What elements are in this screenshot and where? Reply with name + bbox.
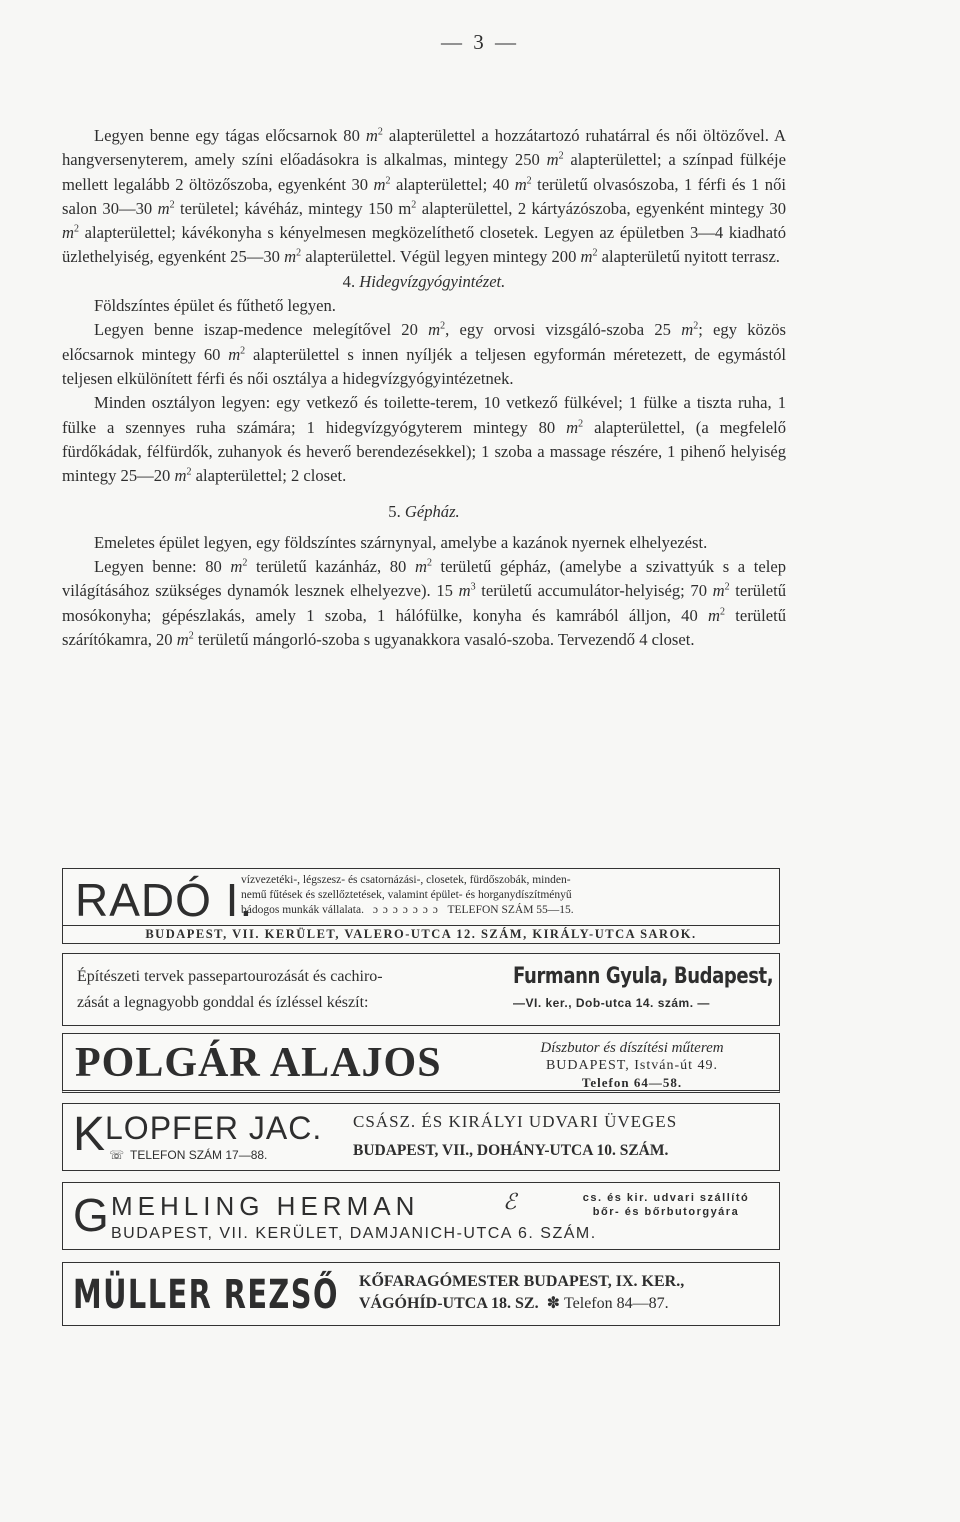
paragraph-4: Minden osztályon legyen: egy vetkező és toilette-terem, 10 vetkező fülkével; 1 fülke a tiszta ruha, 1 fülke a szennyes ruha számára; 1 hidegvízgyógyterem mintegy 80 $m^2$ alapterülettel, (a megfelelő fürdőkádak, félfürdők, zuhanyok és heverő berendezésekkel); 1 szoba a massage részére, 1 pihenő helyiség mintegy 25—20 $m^2$ alapterülettel; 2 closet. <box>62 393 786 486</box>
paragraph-5: Emeletes épület legyen, egy földszíntes szárnynyal, amelybe a kazánok nyernek elhelyezést. <box>94 532 708 552</box>
ornament-icon: ✽ <box>546 1295 560 1312</box>
ad-furmann-text: Építészeti tervek passepartourozását és cachiro- zását a legnagyobb gonddal és ízléssel készít: <box>77 968 383 1011</box>
paragraph-3: Legyen benne iszap-medence melegítővel 20 $m^2$, egy orvosi vizsgáló-szoba 25 $m^2$; egy közös előcsarnok mintegy 60 $m^2$ alapterülettel s innen nyíljék a teljesen egyformán méretezett, de egymástól teljesen elkülönített férfi és női osztálya a hidegvízgyógyintézetnek. <box>62 320 786 388</box>
ad-rado-address: BUDAPEST, VII. KERÜLET, VALERO-UTCA 12. SZÁM, KIRÁLY-UTCA SAROK. <box>63 925 779 943</box>
ad-muller-info: KŐFARAGÓMESTER BUDAPEST, IX. KER., VÁGÓHÍD-UTCA 18. SZ. ✽ Telefon 84—87. <box>359 1273 685 1312</box>
ad-klopfer-address: BUDAPEST, VII., DOHÁNY-UTCA 10. SZÁM. <box>353 1142 669 1159</box>
ad-klopfer-name: LOPFER JAC. <box>105 1110 323 1146</box>
ad-klopfer-phone: ☏ TELEFON SZÁM 17—88. <box>109 1148 268 1162</box>
ad-furmann <box>62 953 780 1026</box>
telephone-icon: ☏ <box>109 1148 125 1162</box>
ad-polgar-name: POLGÁR ALAJOS <box>75 1040 442 1086</box>
ad-muller <box>62 1262 780 1326</box>
paragraph-1: Legyen benne egy tágas előcsarnok 80 $m^2$ alapterülettel a hozzátartozó ruhatárral és női öltözővel. A hangversenyterem, amely színi előadásokra is alkalmas, mintegy 250 $m^2$ alapterülettel; a színpad fülkéje mellett legalább 2 öltözőszoba, egyenként 30 $m^2$ alapterülettel; 40 $m^2$ területű olvasószoba, 1 férfi és 1 női salon 30—30 $m^2$ területel; kávéház, mintegy 150 $m^2$ alapterülettel, 2 kártyázószoba, egyenként mintegy 30 $m^2$ alapterülettel; kávékonyha s kényelmesen megközelíthető closetek. Legyen az épületben 3—4 kiadható üzlethelyiség, egyenként 25—30 $m^2$ alapterülettel. Végül legyen mintegy 200 $m^2$ alapterületű nyitott terrasz. <box>62 126 786 267</box>
ad-klopfer <box>62 1103 780 1171</box>
ad-rado-description: vízvezetéki-, légszesz- és csatornázási-, closetek, fürdőszobák, minden- nemű fűtések és szellőztetések, valamint épület- és horganydíszítményű bádogos munkák vállalata. ɔ ɔ ɔ ɔ ɔ ɔ ɔ TELEFON SZÁM 55—15. <box>241 874 574 916</box>
ad-gmehling-address: BUDAPEST, VII. KERÜLET, DAMJANICH-UTCA 6. SZÁM. <box>111 1225 597 1242</box>
ad-rado <box>62 868 780 944</box>
ad-polgar <box>62 1033 780 1093</box>
ad-gmehling <box>62 1182 780 1250</box>
paragraph-6: Legyen benne: 80 $m^2$ területű kazánház, 80 $m^2$ területű gépház, (amelybe a szivattyúk s a telep világításához szükséges dynamók lesznek elhelyezve). 15 $m^3$ területű accumulátor-helyiség; 70 $m^2$ területű mosókonyha; gépészlakás, amely 1 szoba, 1 hálófülke, konyha és kamrából álljon, 40 $m^2$ területű szárítókamra, 20 $m^2$ területű mángorló-szoba s ugyanakkora vasaló-szoba. Tervezendő 4 closet. <box>62 557 786 649</box>
ad-klopfer-title: CSÁSZ. ÉS KIRÁLYI UDVARI ÜVEGES <box>353 1112 678 1131</box>
ad-rado-ornament: ɔ ɔ ɔ ɔ ɔ ɔ ɔ <box>372 904 439 916</box>
ad-muller-name: MÜLLER REZSŐ <box>73 1272 339 1318</box>
paragraph-2: Földszíntes épület és fűthető legyen. <box>94 296 336 316</box>
body-text <box>62 124 786 652</box>
ad-furmann-name: Furmann Gyula, Budapest, <box>513 964 774 989</box>
ad-gmehling-title: cs. és kir. udvari szállító bőr- és bőrbutorgyára <box>582 1192 750 1218</box>
ad-furmann-address: —VI. ker., Dob-utca 14. szám. — <box>513 996 710 1010</box>
section-heading-4: 4. Hidegvízgyógyintézet. <box>342 271 506 291</box>
ad-gmehling-initial: G <box>73 1189 109 1241</box>
ad-gmehling-name: MEHLING HERMAN <box>111 1191 420 1221</box>
ad-gmehling-emblem-icon: ℰ <box>503 1189 517 1214</box>
page-number: — 3 — <box>441 30 519 54</box>
ad-klopfer-initial: K <box>73 1108 106 1161</box>
ad-rado-name: RADÓ I. <box>75 874 254 926</box>
ad-polgar-info: Díszbutor és díszítési műterem BUDAPEST, István-út 49. Telefon 64—58. <box>540 1040 724 1090</box>
section-heading-5: 5. Gépház. <box>388 502 460 522</box>
